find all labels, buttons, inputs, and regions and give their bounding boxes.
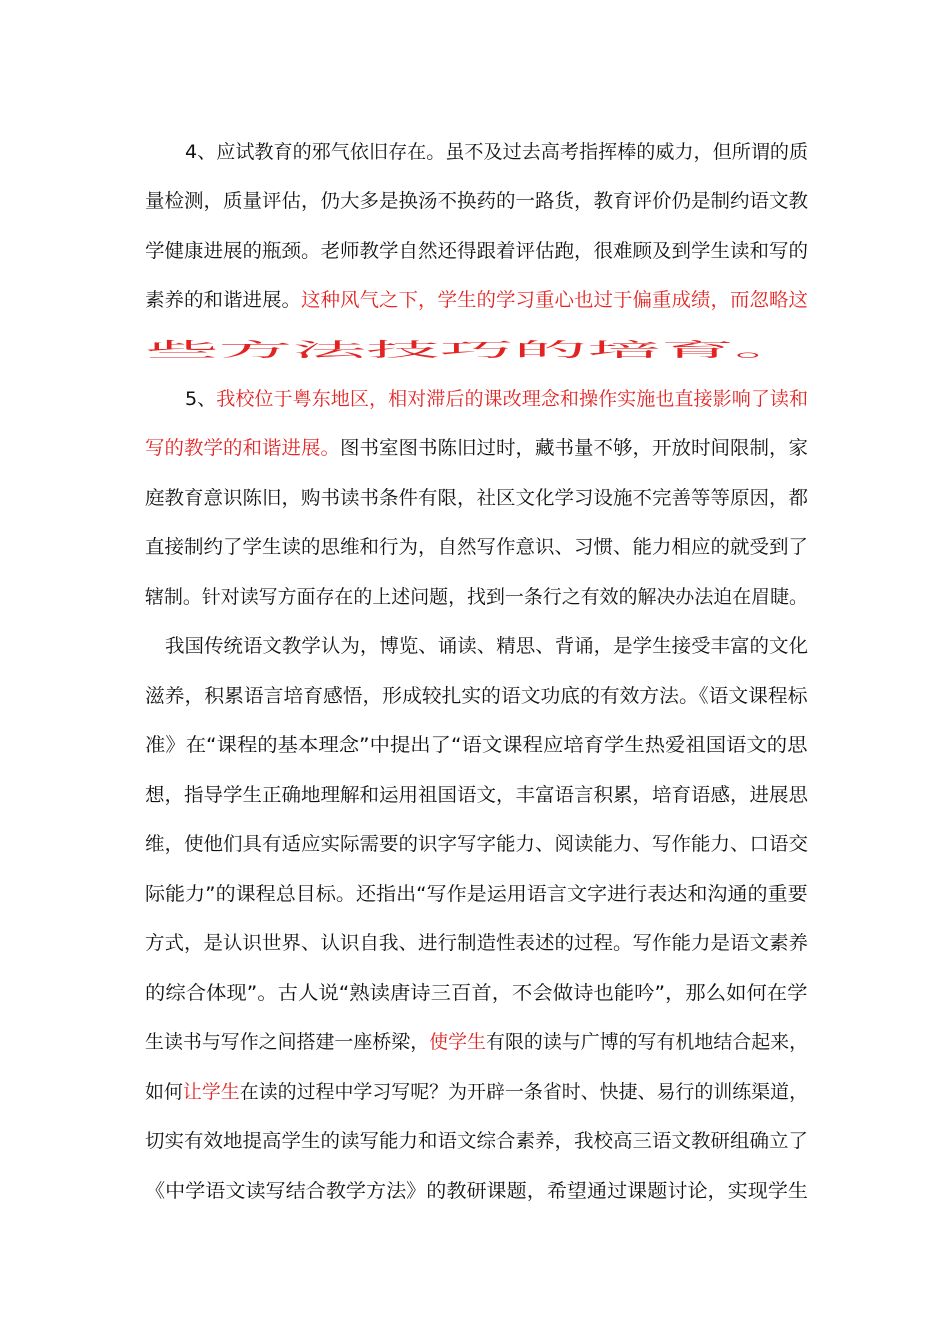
text-segment: 的综合体现”。古人说“熟读唐诗三百首，不会做诗也能吟”，那么如何在学 (145, 982, 808, 1004)
text-segment: 素养的和谐进展。 (145, 289, 302, 311)
text-line (145, 483, 808, 513)
text-segment: 我国传统语文教学认为，博览、诵读、精思、背诵，是学生接受丰富的文化 (165, 635, 809, 657)
text-line (145, 532, 808, 562)
highlighted-text: 让学生 (182, 1081, 240, 1103)
highlighted-text: 我校位于粤东地区，相对滞后的课改理念和操作实施也直接影响了读和 (216, 388, 809, 410)
text-segment: 想，指导学生正确地理解和运用祖国语文，丰富语言积累，培育语感，进展思 (145, 784, 809, 806)
text-segment: 方式，是认识世界、认识自我、进行制造性表述的过程。写作能力是语文素养 (145, 932, 809, 954)
text-segment: 4、应试教育的邪气依旧存在。虽不及过去高考指挥棒的威力，但所谓的质 (185, 141, 809, 163)
text-line (145, 879, 808, 909)
text-line (145, 681, 807, 711)
text-line (145, 236, 808, 266)
highlighted-text: 使学生 (429, 1031, 487, 1053)
text-line (145, 780, 808, 810)
text-segment: 量检测，质量评估，仍大多是换汤不换药的一路货，教育评价仍是制约语文教 (145, 190, 809, 212)
text-segment: 直接制约了学生读的思维和行为，自然写作意识、习惯、能力相应的就受到了 (145, 536, 809, 558)
text-line (145, 1126, 808, 1156)
text-segment: 如何 (145, 1081, 183, 1103)
highlighted-text: 写的教学的和谐进展。 (145, 437, 341, 459)
text-line (145, 1027, 808, 1057)
text-line (145, 335, 808, 365)
text-line (145, 1176, 808, 1206)
text-line (145, 285, 808, 315)
text-line (185, 384, 808, 414)
text-line (145, 433, 808, 463)
text-segment: 庭教育意识陈旧，购书读书条件有限，社区文化学习设施不完善等等原因，都 (145, 487, 809, 509)
text-line (165, 631, 808, 661)
text-segment: 切实有效地提高学生的读写能力和语文综合素养，我校高三语文教研组确立了 (145, 1130, 809, 1152)
text-segment: 际能力”的课程总目标。还指出“写作是运用语言文字进行表达和沟通的重要 (145, 883, 808, 905)
text-segment: 辖制。针对读写方面存在的上述问题，找到一条行之有效的解决办法迫在眉睫。 (145, 586, 809, 608)
highlighted-text: 这种风气之下，学生的学习重心也过于偏重成绩，而忽略这 (301, 289, 809, 311)
text-line (145, 1077, 808, 1107)
text-line (145, 730, 808, 760)
text-line (145, 186, 808, 216)
text-segment: 《中学语文读写结合教学方法》的教研课题，希望通过课题讨论，实现学生 (145, 1180, 809, 1202)
text-segment: 生读书与写作之间搭建一座桥梁， (145, 1031, 430, 1053)
text-line (145, 582, 808, 612)
text-segment: 有限的读与广博的写有机地结合起来， (486, 1031, 809, 1053)
text-segment: 维，使他们具有适应实际需要的识字写字能力、阅读能力、写作能力、口语交 (145, 833, 809, 855)
text-segment: 滋养，积累语言培育感悟，形成较扎实的语文功底的有效方法。《语文课程标 (145, 685, 808, 707)
text-segment: 图书室图书陈旧过时，藏书量不够，开放时间限制，家 (340, 437, 809, 459)
text-segment: 在读的过程中学习写呢？为开辟一条省时、快捷、易行的训练渠道， (239, 1081, 809, 1103)
text-line (185, 137, 808, 167)
text-line (145, 978, 808, 1008)
text-segment: 学健康进展的瓶颈。老师教学自然还得跟着评估跑，很难顾及到学生读和写的 (145, 240, 809, 262)
text-segment: 准》在“课程的基本理念”中提出了“语文课程应培育学生热爱祖国语文的思 (145, 734, 808, 756)
text-line (145, 928, 808, 958)
highlighted-text: 些方法技巧的培育。 (145, 339, 809, 361)
text-line (145, 829, 808, 859)
text-segment: 5、 (185, 388, 217, 410)
